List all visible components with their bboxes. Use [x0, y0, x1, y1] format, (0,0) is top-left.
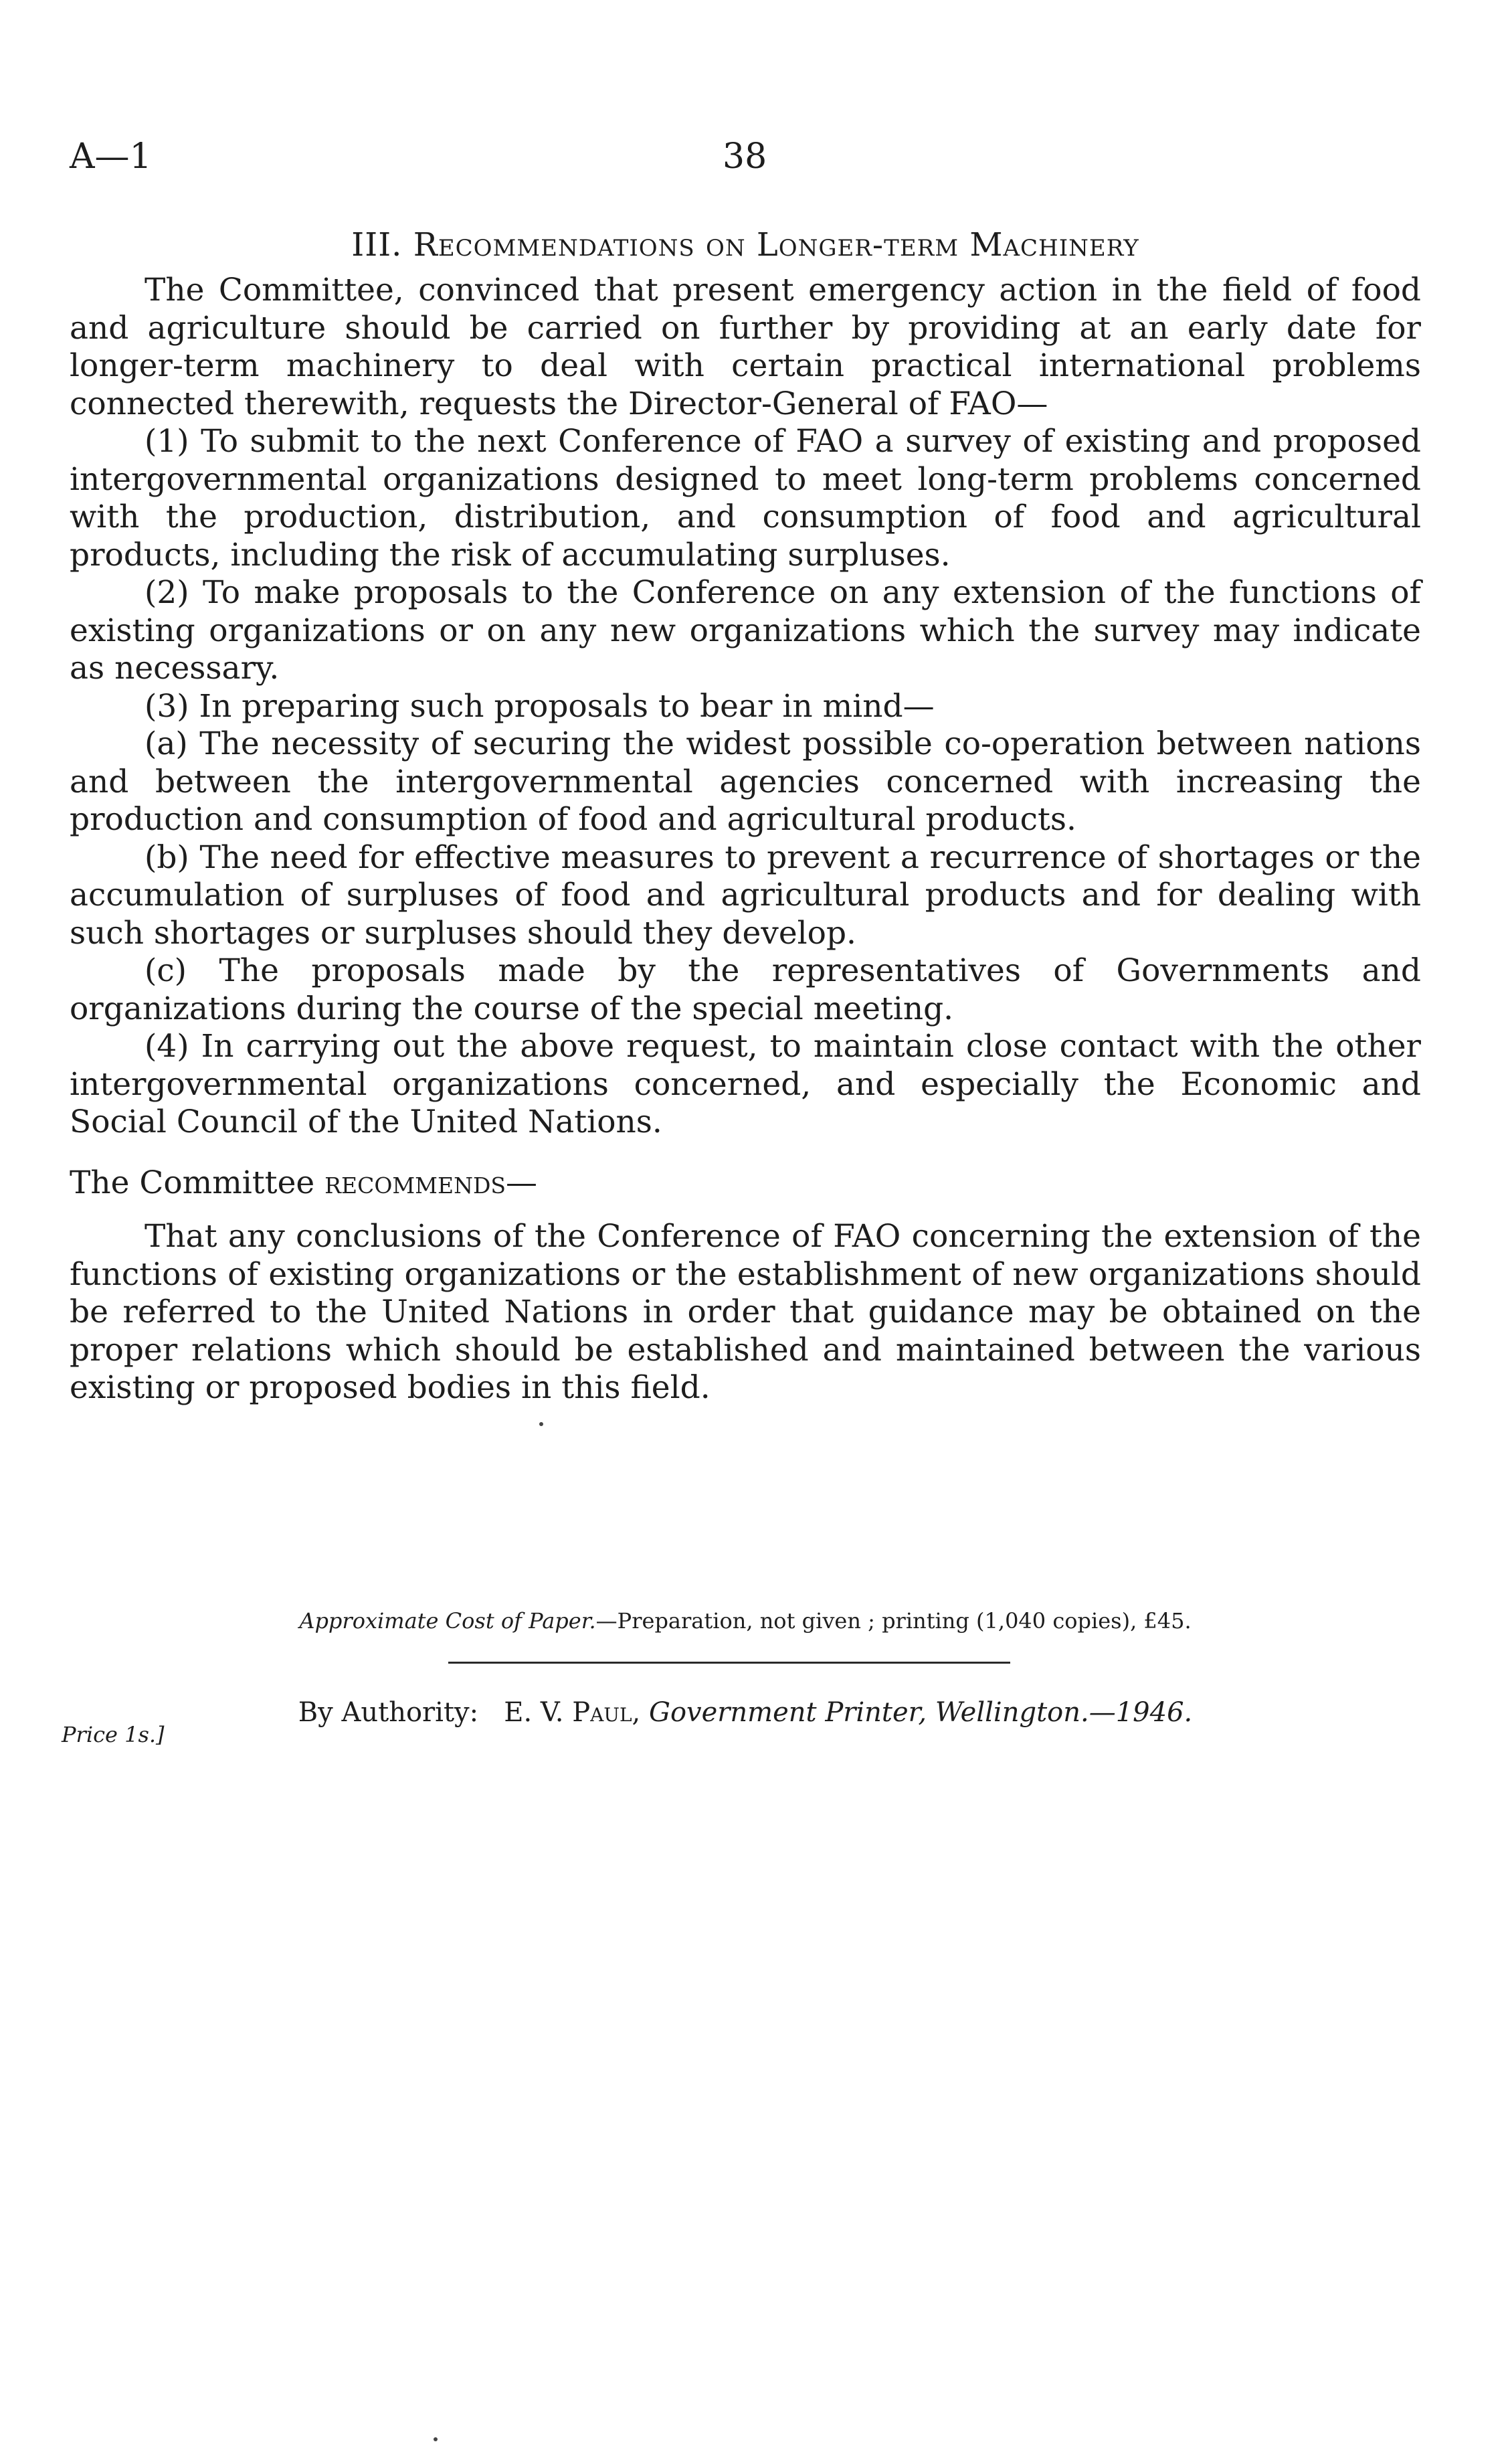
item-4: (4) In carrying out the above request, to maintain close contact with the other intergovernmental organizations concerned, and especially the Economic and Social Council of the United Nations. — [70, 1028, 1421, 1140]
recommends-heading — [70, 1164, 537, 1202]
cost-label: Approximate Cost of Paper. — [299, 1608, 596, 1634]
recommends-lead: The Committee — [70, 1164, 315, 1201]
price: Price 1s.] — [62, 1722, 165, 1747]
item-3a: (a) The necessity of securing the widest possible co-operation between nations and between the intergovernmental agencies concerned with increasing the production and consumption of food and agricultural products. — [70, 725, 1421, 838]
resolution-text — [70, 272, 1421, 1142]
printer-details: Government Printer, Wellington.—1946. — [648, 1697, 1193, 1728]
cost-text: —Preparation, not given ; printing (1,040 copies), £45. — [595, 1608, 1192, 1634]
page-number: 38 — [723, 137, 767, 177]
section-heading: III. Recommendations on Longer-term Machinery — [351, 226, 1139, 264]
item-3c: (c) The proposals made by the representatives of Governments and organizations during the course of the special meeting. — [70, 952, 1421, 1027]
item-3b: (b) The need for effective measures to prevent a recurrence of shortages or the accumulation of surpluses of food and agricultural products and for dealing with such shortages or surpluses should they develop. — [70, 839, 1421, 952]
page-code: A—1 — [70, 137, 152, 177]
item-3: (3) In preparing such proposals to bear in mind— — [145, 687, 935, 725]
item-1: (1) To submit to the next Conference of FAO a survey of existing and proposed intergovernmental organizations designed to meet long-term problems concerned with the production, distribution, and consumption of food and agricultural products, including the risk of accumulating surpluses. — [70, 423, 1421, 574]
recommendation-text — [70, 1218, 1421, 1407]
printer-imprint — [70, 1696, 1421, 1729]
print-speck — [539, 1422, 543, 1426]
print-speck — [434, 2437, 438, 2441]
authority-label: By Authority: — [298, 1697, 479, 1728]
cost-note — [70, 1607, 1421, 1634]
printer-name: E. V. Paul, — [504, 1697, 641, 1728]
divider-rule — [448, 1662, 1010, 1664]
intro-paragraph: The Committee, convinced that present emergency action in the field of food and agriculture should be carried on further by providing at an early date for longer-term machinery to deal with certain practical international problems connected therewith, requests the Director-General of FAO— — [70, 272, 1421, 422]
recommends-verb: recommends— — [324, 1164, 538, 1201]
item-2: (2) To make proposals to the Conference on any extension of the functions of existing organizations or on any new organizations which the survey may indicate as necessary. — [70, 574, 1421, 687]
recommendation-paragraph: That any conclusions of the Conference of FAO concerning the extension of the functions of existing organizations or the establishment of new organizations should be referred to the United Nations in order that guidance may be obtained on the proper relations which should be established and maintained between the various existing or proposed bodies in this field. — [70, 1218, 1421, 1406]
